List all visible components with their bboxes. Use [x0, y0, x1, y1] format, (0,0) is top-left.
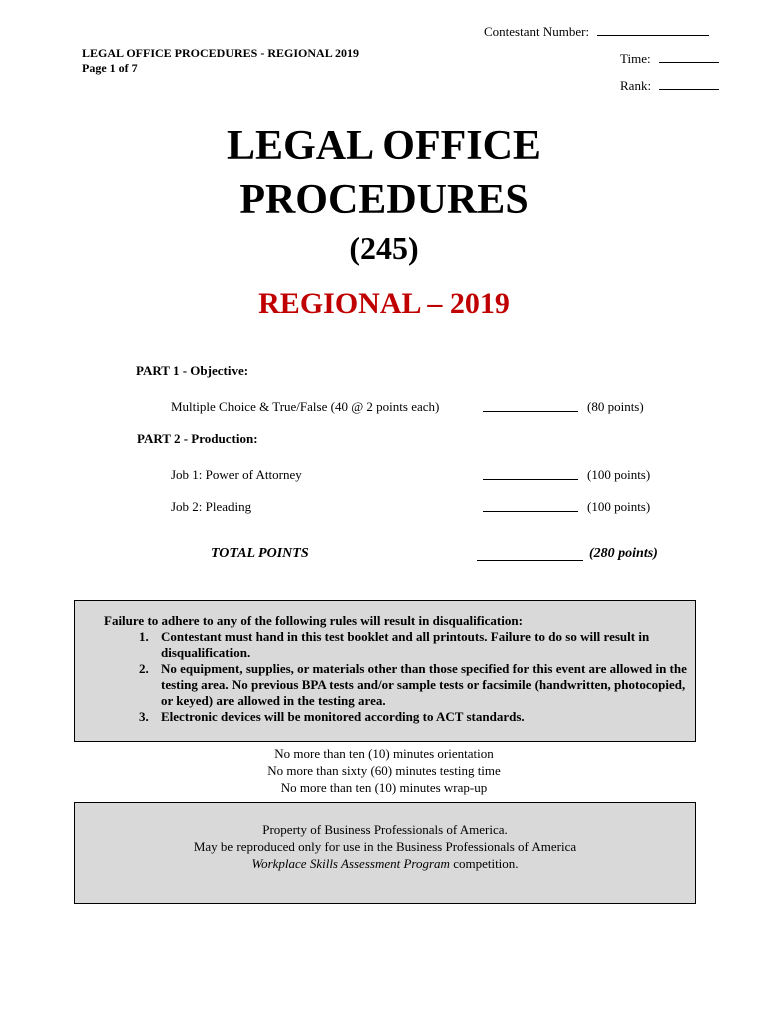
wrap-up-time-note: No more than ten (10) minutes wrap-up — [280, 780, 488, 795]
rank-blank — [659, 88, 719, 90]
property-line-3-rest: competition. — [449, 856, 519, 871]
document-header — [82, 46, 359, 76]
time-limits — [0, 745, 768, 796]
rank-label: Rank: — [620, 78, 652, 93]
orientation-time-note: No more than ten (10) minutes orientation — [274, 746, 494, 761]
job1-score-blank — [483, 466, 578, 480]
part1-heading: PART 1 - Objective: — [136, 363, 249, 378]
part1-item-label: Multiple Choice & True/False (40 @ 2 points each) — [171, 399, 440, 414]
rule-item — [129, 661, 689, 709]
time-label: Time: — [620, 51, 651, 66]
rule-text: Contestant must hand in this test booklet and all printouts. Failure to do so will result in disqualification. — [161, 629, 650, 660]
rule-text: Electronic devices will be monitored according to ACT standards. — [161, 709, 525, 724]
rule-text: No equipment, supplies, or materials other than those specified for this event are allowed in the testing area. No previous BPA tests and/or sample tests or facsimile (handwritten, photocopied, or keyed) are allowed in the testing area. — [161, 661, 687, 708]
contestant-number-field — [484, 24, 709, 40]
job1-points: (100 points) — [587, 467, 651, 482]
contestant-number-label: Contestant Number: — [484, 24, 590, 39]
title-line-1: LEGAL OFFICE — [227, 123, 541, 169]
program-name: Workplace Skills Assessment Program — [251, 856, 450, 871]
regional-year: REGIONAL – 2019 — [258, 287, 510, 320]
job2-points: (100 points) — [587, 499, 651, 514]
property-notice-box — [74, 802, 696, 904]
job2-score-blank — [483, 498, 578, 512]
rule-number: 3. — [139, 709, 149, 724]
total-points-label: TOTAL POINTS — [211, 546, 309, 561]
rules-heading: Failure to adhere to any of the following rules will result in disqualification: — [104, 613, 523, 628]
rule-item — [129, 709, 689, 725]
rules-list — [129, 629, 689, 725]
testing-time-note: No more than sixty (60) minutes testing time — [267, 763, 501, 778]
event-code: (245) — [349, 230, 419, 266]
page-number: Page 1 of 7 — [82, 61, 138, 75]
rule-item — [129, 629, 689, 661]
rule-number: 1. — [139, 629, 149, 644]
total-points-value: (280 points) — [589, 546, 658, 561]
contestant-number-blank — [597, 34, 709, 36]
rule-number: 2. — [139, 661, 149, 676]
property-line-1: Property of Business Professionals of America. — [262, 822, 508, 837]
title-line-2: PROCEDURES — [239, 177, 529, 223]
rank-field — [620, 78, 719, 94]
part1-score-blank — [483, 398, 578, 412]
total-score-blank — [477, 546, 583, 561]
job1-label: Job 1: Power of Attorney — [171, 467, 302, 482]
time-field — [620, 51, 719, 67]
property-line-2: May be reproduced only for use in the Business Professionals of America — [193, 839, 577, 854]
header-title: LEGAL OFFICE PROCEDURES - REGIONAL 2019 — [82, 46, 360, 60]
property-line-3 — [75, 855, 695, 872]
disqualification-rules-box — [74, 600, 696, 742]
time-blank — [659, 61, 719, 63]
part1-points: (80 points) — [587, 399, 644, 414]
job2-label: Job 2: Pleading — [171, 499, 252, 514]
part2-heading: PART 2 - Production: — [137, 431, 258, 446]
